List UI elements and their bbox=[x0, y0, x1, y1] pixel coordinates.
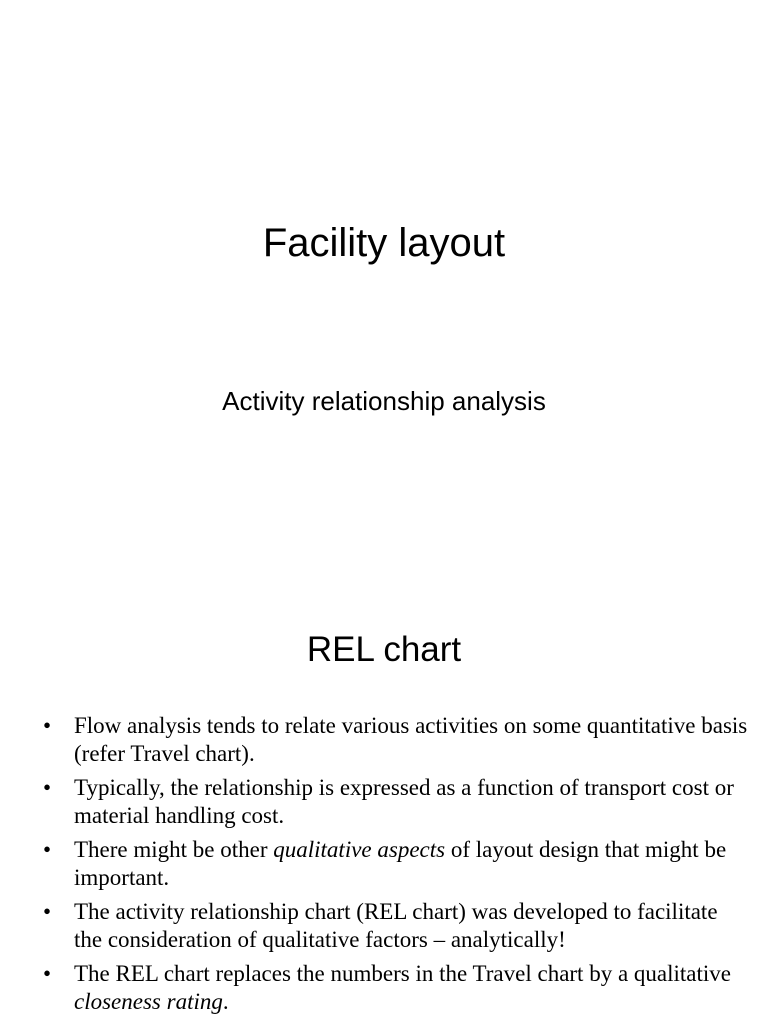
bullet-icon: • bbox=[43, 899, 52, 924]
bullet-item bbox=[43, 898, 748, 954]
section-title: REL chart bbox=[306, 630, 462, 669]
bullet-emphasis: closeness rating bbox=[74, 989, 223, 1014]
bullet-text: Typically, the relationship is expressed as a function of transport cost or material handling cost. bbox=[74, 775, 734, 828]
bullet-icon: • bbox=[43, 961, 52, 986]
bullet-text: The activity relationship chart (REL chart) was developed to facilitate the consideration of qualitative factors – analytically! bbox=[74, 899, 718, 952]
bullet-text: of layout design that might be important. bbox=[74, 837, 727, 890]
bullet-list bbox=[43, 712, 748, 1022]
bullet-text: Flow analysis tends to relate various activities on some quantitative basis (refer Travel chart). bbox=[74, 713, 748, 766]
bullet-text: The REL chart replaces the numbers in the Travel chart by a qualitative bbox=[74, 961, 731, 986]
bullet-icon: • bbox=[43, 713, 52, 738]
bullet-item bbox=[43, 836, 748, 892]
bullet-item bbox=[43, 774, 748, 830]
bullet-item bbox=[43, 712, 748, 768]
slide-title: Facility layout bbox=[262, 221, 506, 265]
bullet-icon: • bbox=[43, 775, 52, 800]
bullet-text: There might be other bbox=[74, 837, 274, 862]
bullet-text: . bbox=[222, 989, 229, 1014]
bullet-emphasis: qualitative aspects bbox=[273, 837, 446, 862]
bullet-icon: • bbox=[43, 837, 52, 862]
slide-subtitle: Activity relationship analysis bbox=[222, 386, 546, 416]
bullet-item bbox=[43, 960, 748, 1016]
